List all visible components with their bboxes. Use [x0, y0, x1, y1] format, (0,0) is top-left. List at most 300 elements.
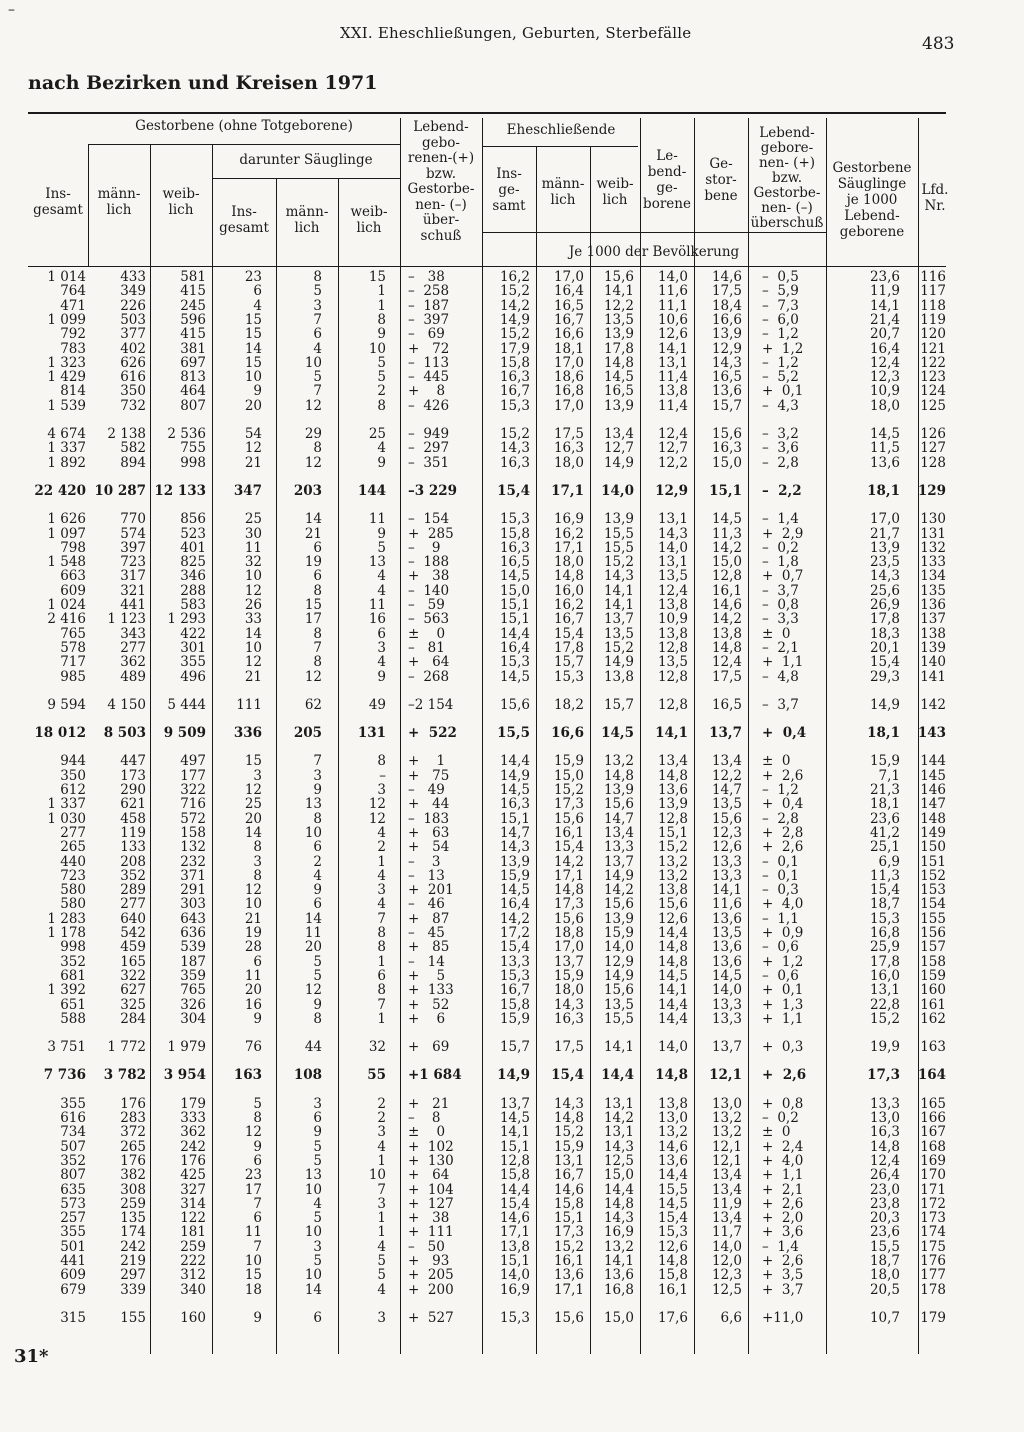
table-cell: 425	[180, 1167, 206, 1184]
table-cell: 155	[120, 1309, 146, 1326]
table-cell: – 154	[408, 511, 450, 528]
table-cell: – 3,7	[762, 582, 799, 599]
table-cell: – 0,2	[762, 539, 799, 556]
table-cell: + 75	[408, 767, 450, 784]
table-cell: 15,4	[499, 1195, 530, 1212]
table-cell: 15,6	[603, 896, 634, 913]
table-cell: 15,4	[869, 654, 900, 671]
table-cell: 6	[253, 283, 262, 300]
table-cell: 10	[244, 896, 262, 913]
table-cell: 11	[304, 925, 322, 941]
table-cell: 14,5	[657, 967, 688, 984]
table-cell: + 201	[408, 882, 454, 899]
table-cell: 12,6	[657, 326, 688, 343]
table-cell: 12,5	[603, 1152, 634, 1169]
table-cell: 14,6	[711, 597, 742, 613]
table-cell: 7	[313, 753, 322, 770]
table-cell: + 64	[408, 1167, 450, 1184]
table-cell: 6	[377, 625, 386, 642]
table-cell: 13,3	[711, 1010, 742, 1027]
table-cell: – 187	[408, 297, 450, 314]
table-cell: + 3,6	[762, 1224, 804, 1241]
table-cell: 13,9	[657, 796, 688, 813]
corner-mark: –	[8, 2, 15, 18]
table-cell: – 0,6	[762, 939, 799, 956]
table-cell: 13,6	[603, 1267, 634, 1284]
table-cell: 612	[60, 782, 86, 798]
table-cell: – 46	[408, 896, 445, 913]
table-cell: 14,8	[553, 1110, 584, 1126]
table-cell: + 522	[408, 725, 457, 742]
table-cell: 5 444	[167, 696, 206, 713]
table-cell: 12,6	[657, 1238, 688, 1255]
table-cell: 165	[120, 953, 146, 970]
table-cell: 76	[244, 1039, 262, 1056]
table-cell: 15,6	[711, 426, 742, 442]
table-cell: + 2,4	[762, 1138, 804, 1155]
table-cell: 6	[313, 896, 322, 913]
table-cell: 12,3	[869, 369, 900, 386]
table-cell: 7	[253, 1238, 262, 1255]
table-cell: 8 503	[103, 725, 146, 742]
table-cell: ± 0	[408, 1124, 446, 1141]
table-cell: 13,9	[603, 397, 634, 414]
table-cell: 133	[920, 554, 946, 571]
table-cell: + 87	[408, 910, 450, 927]
table-cell: 381	[180, 340, 206, 357]
table-cell: 8	[313, 625, 322, 642]
table-cell: 6	[313, 839, 322, 856]
table-cell: 12	[244, 582, 262, 599]
table-cell: 15,0	[711, 554, 742, 571]
table-cell: 4	[377, 654, 386, 671]
table-cell: 582	[120, 440, 146, 457]
table-cell: + 1,2	[762, 953, 804, 970]
table-cell: + 104	[408, 1181, 454, 1198]
table-cell: 13,0	[711, 1095, 742, 1112]
vrule	[482, 118, 483, 1354]
table-cell: 8	[313, 654, 322, 671]
table-cell: 15,4	[553, 839, 584, 856]
table-cell: 643	[180, 910, 206, 927]
table-cell: 13,9	[499, 853, 530, 870]
table-cell: 118	[920, 297, 946, 314]
table-cell: + 1,1	[762, 1010, 804, 1027]
header-weiblich: weib- lich	[162, 186, 200, 218]
table-cell: 343	[120, 625, 146, 642]
table-cell: 18,0	[553, 554, 584, 571]
table-cell: 764	[60, 283, 86, 300]
table-cell: 14,2	[711, 539, 742, 556]
header-gestorbene: Gestorbene (ohne Totgeborene)	[135, 118, 353, 134]
table-cell: 13,2	[603, 753, 634, 770]
table-cell: 14,2	[553, 853, 584, 870]
table-cell: 9	[253, 1010, 262, 1027]
table-cell: 15,2	[553, 1124, 584, 1141]
table-cell: 4	[377, 568, 386, 585]
table-cell: 10 287	[94, 482, 146, 499]
je1000-upper-rule	[482, 232, 826, 233]
table-cell: 10	[368, 340, 386, 357]
table-cell: 542	[120, 925, 146, 941]
table-cell: + 4,0	[762, 896, 804, 913]
table-cell: 9	[253, 1138, 262, 1155]
table-cell: 13,2	[657, 853, 688, 870]
table-cell: 156	[920, 925, 946, 941]
table-cell: 18,0	[553, 982, 584, 999]
table-cell: 18,1	[867, 725, 900, 742]
table-cell: 14,5	[499, 882, 530, 899]
table-cell: 13,6	[711, 953, 742, 970]
table-cell: 12,1	[709, 1067, 742, 1084]
table-cell: 9	[313, 1124, 322, 1141]
table-cell: 15,8	[499, 996, 530, 1013]
table-cell: 16,1	[711, 582, 742, 599]
table-cell: 154	[920, 896, 946, 913]
table-cell: 15,5	[603, 539, 634, 556]
table-cell: 16,8	[603, 1281, 634, 1298]
table-cell: – 0,1	[762, 867, 799, 884]
table-cell: 807	[60, 1167, 86, 1184]
table-cell: 120	[920, 326, 946, 343]
table-cell: + 130	[408, 1152, 454, 1169]
table-cell: 15,5	[497, 725, 530, 742]
table-cell: 3	[313, 1095, 322, 1112]
vrule	[694, 118, 695, 1354]
table-cell: 134	[920, 568, 946, 585]
table-cell: 322	[120, 967, 146, 984]
table-cell: 15,6	[499, 696, 530, 713]
header-e-maennlich: männ- lich	[541, 176, 585, 208]
table-cell: 716	[180, 796, 206, 813]
table-cell: 12,8	[711, 568, 742, 585]
table-cell: 458	[120, 810, 146, 827]
table-cell: 15,7	[711, 397, 742, 414]
table-cell: 12,5	[711, 1281, 742, 1298]
table-cell: – 4,8	[762, 668, 799, 685]
table-cell: 15	[244, 354, 262, 371]
table-cell: 11,6	[711, 896, 742, 913]
table-cell: 14,0	[657, 539, 688, 556]
table-cell: 681	[60, 967, 86, 984]
table-cell: 12	[368, 810, 386, 827]
table-cell: 770	[120, 511, 146, 528]
table-cell: 15,1	[499, 597, 530, 613]
table-cell: 308	[120, 1181, 146, 1198]
table-cell: 15,9	[553, 967, 584, 984]
table-cell: 14,6	[711, 269, 742, 285]
table-cell: 3	[253, 767, 262, 784]
table-cell: 144	[357, 482, 386, 499]
table-cell: 11	[244, 967, 262, 984]
table-cell: 14,4	[603, 1181, 634, 1198]
table-cell: 19	[244, 925, 262, 941]
table-cell: 122	[920, 354, 946, 371]
table-cell: 13,2	[603, 1238, 634, 1255]
table-cell: 13,2	[657, 867, 688, 884]
table-cell: – 1,2	[762, 354, 799, 371]
table-cell: 15,6	[553, 910, 584, 927]
table-cell: 4	[253, 297, 262, 314]
table-cell: 14,3	[869, 568, 900, 585]
table-cell: 14,8	[711, 639, 742, 656]
table-cell: 355	[60, 1224, 86, 1241]
table-cell: 13,9	[869, 539, 900, 556]
table-cell: 7	[253, 1195, 262, 1212]
table-cell: 588	[60, 1010, 86, 1027]
table-cell: 7	[313, 639, 322, 656]
table-cell: +11,0	[762, 1309, 804, 1326]
table-cell: –2 154	[408, 696, 454, 713]
table-cell: 15,2	[553, 1238, 584, 1255]
table-cell: 170	[920, 1167, 946, 1184]
table-cell: 14,8	[553, 568, 584, 585]
table-cell: 17,3	[553, 1224, 584, 1241]
table-cell: 11	[368, 597, 386, 613]
table-cell: 11,9	[711, 1195, 742, 1212]
table-cell: 15,9	[553, 753, 584, 770]
table-cell: 7,1	[878, 767, 900, 784]
table-cell: 5	[377, 539, 386, 556]
table-cell: + 0,3	[762, 1039, 804, 1056]
table-cell: 8	[377, 311, 386, 328]
table-cell: 12	[304, 668, 322, 685]
table-cell: 14,1	[711, 882, 742, 899]
table-cell: 123	[920, 369, 946, 386]
table-cell: 121	[920, 340, 946, 357]
table-cell: – 59	[408, 597, 445, 613]
table-cell: 11,6	[657, 283, 688, 300]
table-cell: 17,1	[551, 482, 584, 499]
table-cell: 697	[180, 354, 206, 371]
table-cell: 609	[60, 582, 86, 599]
table-cell: 117	[920, 283, 946, 300]
table-cell: 4	[313, 867, 322, 884]
table-cell: 151	[920, 853, 946, 870]
table-cell: 288	[180, 582, 206, 599]
table-cell: 164	[917, 1067, 946, 1084]
table-cell: 13,5	[657, 654, 688, 671]
table-cell: 321	[120, 582, 146, 599]
table-cell: 13,8	[657, 597, 688, 613]
table-cell: 4 150	[107, 696, 146, 713]
table-cell: 15,1	[499, 611, 530, 628]
table-cell: 496	[180, 668, 206, 685]
table-cell: – 297	[408, 440, 450, 457]
table-cell: 166	[920, 1110, 946, 1126]
table-cell: 15,5	[657, 1181, 688, 1198]
table-cell: 6	[253, 953, 262, 970]
table-cell: 13,8	[657, 882, 688, 899]
table-cell: 14	[304, 910, 322, 927]
table-cell: 124	[920, 383, 946, 400]
table-cell: 636	[180, 925, 206, 941]
table-cell: 13,4	[711, 1181, 742, 1198]
table-cell: 14,5	[603, 369, 634, 386]
table-cell: 14,3	[499, 440, 530, 457]
table-cell: – 2,8	[762, 454, 799, 471]
table-cell: 16,5	[499, 554, 530, 571]
table-cell: 14	[244, 824, 262, 841]
table-cell: 1	[377, 1210, 386, 1227]
table-cell: 10	[304, 1224, 322, 1241]
table-cell: 621	[120, 796, 146, 813]
table-cell: 17,5	[711, 668, 742, 685]
table-cell: + 5	[408, 967, 446, 984]
table-cell: 148	[920, 810, 946, 827]
table-cell: 12,4	[869, 1152, 900, 1169]
table-cell: 23,6	[869, 810, 900, 827]
table-cell: 16,4	[869, 340, 900, 357]
table-cell: 23,5	[869, 554, 900, 571]
table-cell: 8	[377, 753, 386, 770]
table-cell: 441	[120, 597, 146, 613]
table-cell: 322	[180, 782, 206, 798]
table-cell: 3	[253, 853, 262, 870]
table-cell: 205	[293, 725, 322, 742]
table-cell: 16,0	[869, 967, 900, 984]
table-cell: 397	[120, 539, 146, 556]
table-cell: 578	[60, 639, 86, 656]
table-cell: 277	[60, 824, 86, 841]
table-cell: 15	[244, 753, 262, 770]
table-cell: 5	[377, 1253, 386, 1269]
table-cell: 523	[180, 525, 206, 542]
table-cell: 1	[377, 853, 386, 870]
table-cell: 14,4	[657, 1167, 688, 1184]
table-cell: 362	[120, 654, 146, 671]
table-cell: 20	[244, 982, 262, 999]
table-cell: 32	[244, 554, 262, 571]
table-cell: 18,1	[553, 340, 584, 357]
table-cell: 3	[377, 1195, 386, 1212]
table-cell: 14,5	[869, 426, 900, 442]
table-cell: 126	[920, 426, 946, 442]
table-cell: 16,6	[551, 725, 584, 742]
table-cell: ± 0	[762, 1124, 791, 1141]
table-cell: 5	[313, 1253, 322, 1269]
table-cell: 15,9	[499, 1010, 530, 1027]
table-cell: 856	[180, 511, 206, 528]
table-cell: 28	[244, 939, 262, 956]
table-cell: 55	[367, 1067, 386, 1084]
table-cell: 15,0	[499, 582, 530, 599]
table-cell: 2	[377, 1095, 386, 1112]
table-cell: 18	[244, 1281, 262, 1298]
table-cell: – 14	[408, 953, 445, 970]
table-cell: 173	[120, 767, 146, 784]
table-cell: 4	[377, 1281, 386, 1298]
header-lebendgeborene: Le- bend- ge- borene	[643, 148, 691, 212]
table-cell: 12,3	[711, 824, 742, 841]
table-cell: 572	[180, 810, 206, 827]
table-cell: 1 548	[47, 554, 86, 571]
table-cell: 19	[304, 554, 322, 571]
table-cell: 16,5	[603, 383, 634, 400]
table-cell: 4	[377, 824, 386, 841]
table-cell: 3	[377, 1309, 386, 1326]
table-cell: 13,8	[499, 1238, 530, 1255]
table-cell: 16,3	[499, 369, 530, 386]
table-cell: + 2,0	[762, 1210, 804, 1227]
table-cell: 382	[120, 1167, 146, 1184]
table-cell: 422	[180, 625, 206, 642]
table-cell: + 102	[408, 1138, 454, 1155]
table-cell: + 2,6	[762, 767, 804, 784]
table-cell: 616	[120, 369, 146, 386]
table-cell: – 3	[408, 853, 441, 870]
table-cell: 783	[60, 340, 86, 357]
table-cell: 5	[313, 967, 322, 984]
table-cell: 15,3	[499, 654, 530, 671]
table-cell: 14,9	[499, 767, 530, 784]
table-cell: 3 751	[47, 1039, 86, 1056]
table-cell: 1 626	[47, 511, 86, 528]
table-cell: 15,6	[657, 896, 688, 913]
table-cell: 16,3	[553, 440, 584, 457]
table-cell: 146	[920, 782, 946, 798]
table-cell: + 2,9	[762, 525, 804, 542]
table-cell: 13,1	[553, 1152, 584, 1169]
table-cell: 679	[60, 1281, 86, 1298]
table-cell: 9	[253, 383, 262, 400]
table-cell: 290	[120, 782, 146, 798]
table-cell: 16	[368, 611, 386, 628]
table-cell: 13,3	[499, 953, 530, 970]
header-saldo: Lebend- gebo- renen-(+) bzw. Gestorbe- nen- (–) über- schuß	[407, 119, 475, 244]
table-cell: 291	[180, 882, 206, 899]
table-cell: 125	[920, 397, 946, 414]
table-cell: 12,8	[499, 1152, 530, 1169]
table-cell: 1 283	[47, 910, 86, 927]
table-cell: 765	[180, 982, 206, 999]
table-cell: 6	[253, 1152, 262, 1169]
table-cell: + 0,1	[762, 982, 804, 999]
table-cell: 401	[180, 539, 206, 556]
table-cell: 14,1	[603, 1039, 634, 1056]
table-cell: – 1,8	[762, 554, 799, 571]
table-cell: 1 392	[47, 982, 86, 999]
table-cell: 135	[120, 1210, 146, 1227]
table-cell: – 0,8	[762, 597, 799, 613]
table-cell: 14,3	[553, 996, 584, 1013]
table-cell: 245	[180, 297, 206, 314]
table-cell: 265	[60, 839, 86, 856]
table-cell: 6,6	[720, 1309, 742, 1326]
table-cell: 179	[920, 1309, 946, 1326]
table-cell: 158	[920, 953, 946, 970]
table-cell: 62	[304, 696, 322, 713]
table-cell: 49	[368, 696, 386, 713]
table-cell: 1 772	[107, 1039, 146, 1056]
table-cell: 13,9	[603, 782, 634, 798]
table-cell: + 8	[408, 383, 446, 400]
table-cell: 1	[377, 1010, 386, 1027]
table-cell: 17,3	[867, 1067, 900, 1084]
table-cell: + 21	[408, 1095, 450, 1112]
table-cell: 352	[120, 867, 146, 884]
table-cell: + 0,1	[762, 383, 804, 400]
table-cell: 13,4	[711, 1167, 742, 1184]
table-cell: 14,7	[499, 824, 530, 841]
table-cell: 18,0	[553, 454, 584, 471]
table-cell: 15,4	[869, 882, 900, 899]
table-cell: 138	[920, 625, 946, 642]
table-cell: 30	[244, 525, 262, 542]
table-cell: 14,9	[869, 696, 900, 713]
table-cell: 25	[244, 796, 262, 813]
table-cell: 12,2	[657, 454, 688, 471]
